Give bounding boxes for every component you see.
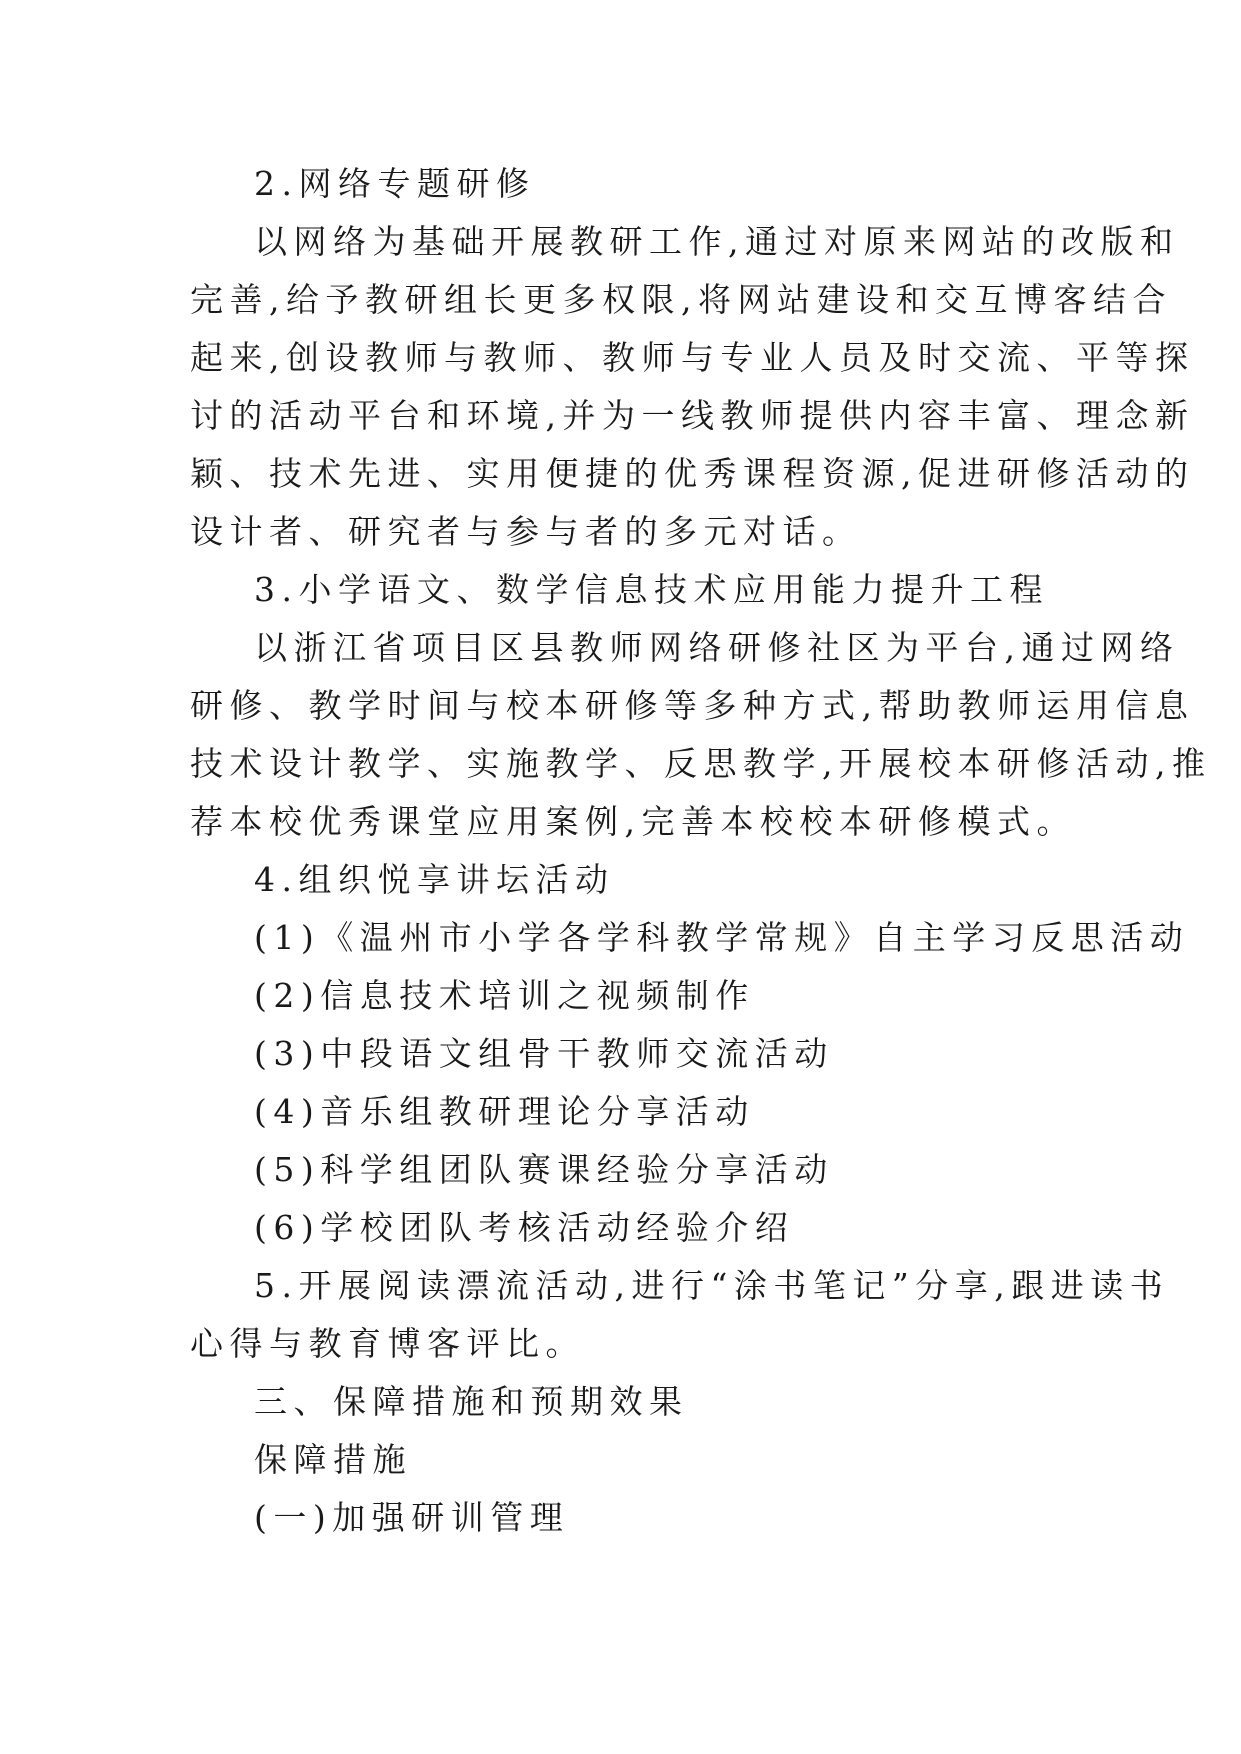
text-line: (3)中段语文组骨干教师交流活动 [254,1034,834,1073]
text-line: 三、保障措施和预期效果 [254,1382,689,1421]
text-line: 完善,给予教研组长更多权限,将网站建设和交互博客结合 [190,280,1172,319]
text-line: (2)信息技术培训之视频制作 [254,976,755,1015]
text-line: 保障措施 [254,1440,412,1479]
text-line: 颖、技术先进、实用便捷的优秀课程资源,促进研修活动的 [190,454,1195,493]
paragraph-h2 [190,155,1050,213]
document-body [190,155,1212,1547]
text-line: 以网络为基础开展教研工作,通过对原来网站的改版和 [254,222,1180,261]
text-line: 5.开展阅读漂流活动,进行“涂书笔记”分享,跟进读书 [254,1266,1170,1305]
paragraph-p5 [190,1257,1170,1373]
text-line: (5)科学组团队赛课经验分享活动 [254,1150,834,1189]
text-line: (一)加强研训管理 [254,1498,570,1537]
paragraph-p3 [190,619,1212,851]
text-line: 讨的活动平台和环境,并为一线教师提供内容丰富、理念新 [190,396,1195,435]
text-line: (4)音乐组教研理论分享活动 [254,1092,755,1131]
paragraph-h3 [190,561,1050,619]
paragraph-i6 [190,1199,1050,1257]
text-line: (6)学校团队考核活动经验介绍 [254,1208,795,1247]
paragraph-h-measures [190,1431,1050,1489]
paragraph-i5 [190,1141,1050,1199]
text-line: 设计者、研究者与参与者的多元对话。 [190,512,862,551]
paragraph-i3 [190,1025,1050,1083]
text-line: 2.网络专题研修 [254,164,536,203]
text-line: 3.小学语文、数学信息技术应用能力提升工程 [254,570,1049,609]
text-line: 4.组织悦享讲坛活动 [254,860,615,899]
paragraph-i2 [190,967,1050,1025]
text-line: 起来,创设教师与教师、教师与专业人员及时交流、平等探 [190,338,1195,377]
text-line: 技术设计教学、实施教学、反思教学,开展校本研修活动,推 [190,744,1212,783]
text-line: (1)《温州市小学各学科教学常规》自主学习反思活动 [254,918,1190,957]
paragraph-i1 [190,909,1190,967]
text-line: 以浙江省项目区县教师网络研修社区为平台,通过网络 [254,628,1180,667]
paragraph-h4 [190,851,1050,909]
paragraph-i4 [190,1083,1050,1141]
paragraph-p2 [190,213,1195,561]
text-line: 荐本校优秀课堂应用案例,完善本校校本研修模式。 [190,802,1076,841]
paragraph-h-sec3 [190,1373,1050,1431]
paragraph-h-1 [190,1489,1050,1547]
text-line: 心得与教育博客评比。 [190,1324,585,1363]
text-line: 研修、教学时间与校本研修等多种方式,帮助教师运用信息 [190,686,1195,725]
